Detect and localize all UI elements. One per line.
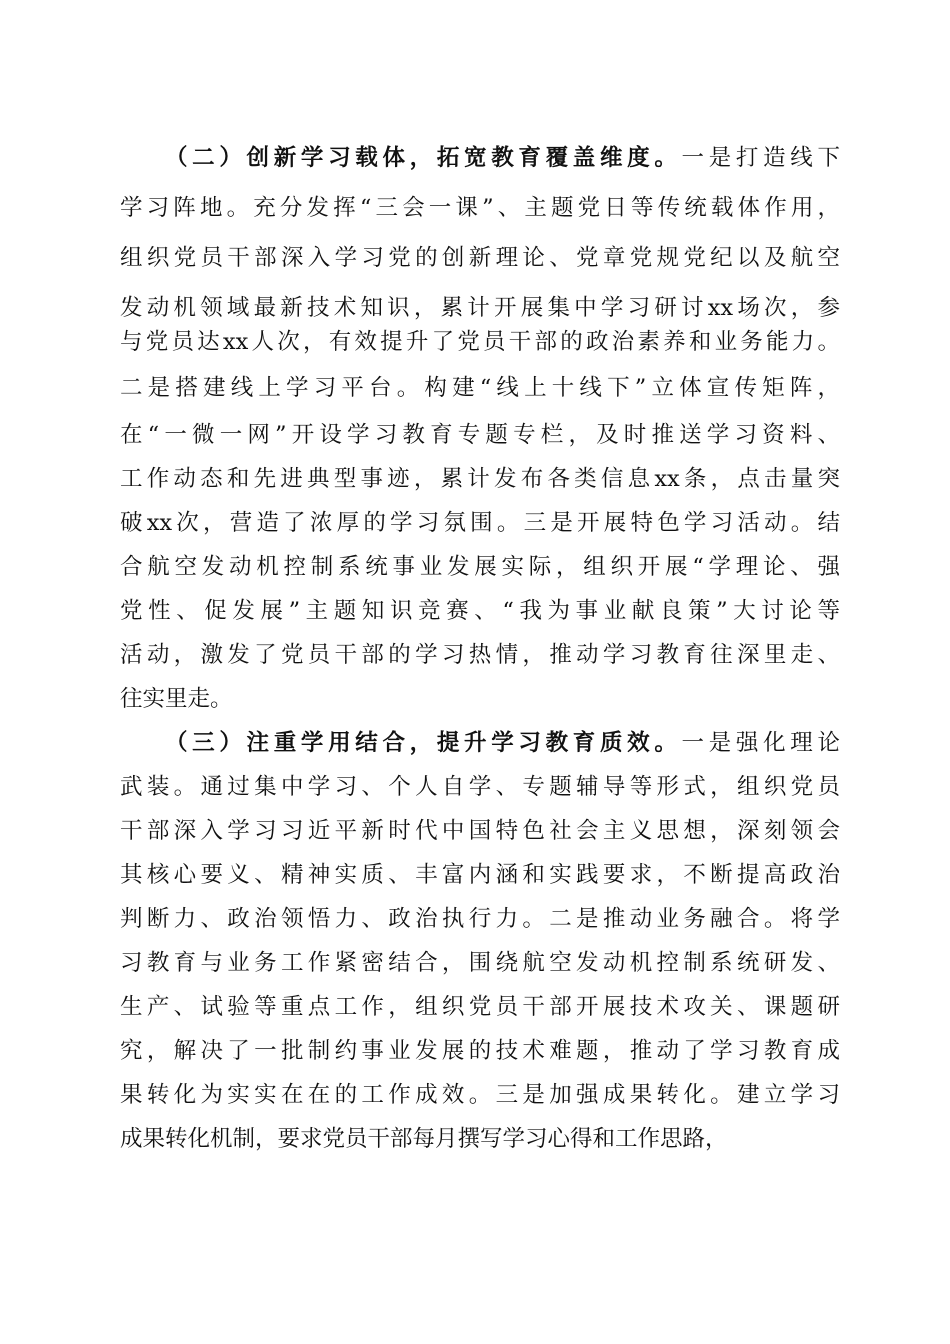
paragraph-1-line-7: 在“一微一网”开设学习教育专题专栏，及时推送学习资料、 — [120, 422, 840, 448]
paragraph-2-line-5: 判断力、政治领悟力、政治执行力。二是推动业务融合。将学 — [120, 906, 840, 932]
paragraph-2-line-7: 生产、试验等重点工作，组织党员干部开展技术攻关、课题研 — [120, 994, 840, 1020]
paragraph-2-line-1-text: 一是强化理论 — [681, 730, 840, 756]
paragraph-1-line-3: 组织党员干部深入学习党的创新理论、党章党规党纪以及航空 — [120, 245, 840, 271]
paragraph-1-line-11: 党性、促发展”主题知识竞赛、“我为事业献良策”大讨论等 — [120, 598, 840, 624]
paragraph-2-line-3: 干部深入学习习近平新时代中国特色社会主义思想，深刻领会 — [120, 818, 840, 844]
paragraph-1-first-line — [165, 138, 840, 178]
paragraph-1-line-6: 二是搭建线上学习平台。构建“线上十线下”立体宣传矩阵， — [120, 375, 840, 401]
paragraph-2-first-line — [165, 723, 840, 763]
paragraph-1-line-13: 往实里走。 — [120, 686, 233, 712]
paragraph-2-line-2: 武装。通过集中学习、个人自学、专题辅导等形式，组织党员 — [120, 774, 840, 800]
paragraph-2-line-9: 果转化为实实在在的工作成效。三是加强成果转化。建立学习 — [120, 1082, 840, 1108]
paragraph-2-line-10: 成果转化机制，要求党员干部每月撰写学习心得和工作思路， — [120, 1126, 728, 1152]
paragraph-1-line-1-text: 一是打造线下 — [681, 145, 840, 171]
paragraph-1-heading: （二）创新学习载体，拓宽教育覆盖维度。 — [165, 145, 682, 171]
paragraph-1-line-4: 发动机领域最新技术知识，累计开展集中学习研讨xx场次，参 — [120, 295, 840, 321]
paragraph-1-line-10: 合航空发动机控制系统事业发展实际，组织开展“学理论、强 — [120, 554, 840, 580]
paragraph-1-line-8: 工作动态和先进典型事迹，累计发布各类信息xx条，点击量突 — [120, 466, 840, 492]
paragraph-1-line-12: 活动，激发了党员干部的学习热情，推动学习教育往深里走、 — [120, 642, 840, 668]
paragraph-1-line-2: 学习阵地。充分发挥“三会一课”、主题党日等传统载体作用， — [120, 195, 840, 221]
paragraph-1-line-9: 破xx次，营造了浓厚的学习氛围。三是开展特色学习活动。结 — [120, 510, 840, 536]
paragraph-2-line-6: 习教育与业务工作紧密结合，围绕航空发动机控制系统研发、 — [120, 950, 840, 976]
paragraph-1-line-5: 与党员达xx人次，有效提升了党员干部的政治素养和业务能力。 — [120, 329, 840, 355]
paragraph-2-line-8: 究，解决了一批制约事业发展的技术难题，推动了学习教育成 — [120, 1038, 840, 1064]
paragraph-2-heading: （三）注重学用结合，提升学习教育质效。 — [165, 730, 682, 756]
paragraph-2-line-4: 其核心要义、精神实质、丰富内涵和实践要求，不断提高政治 — [120, 862, 840, 888]
